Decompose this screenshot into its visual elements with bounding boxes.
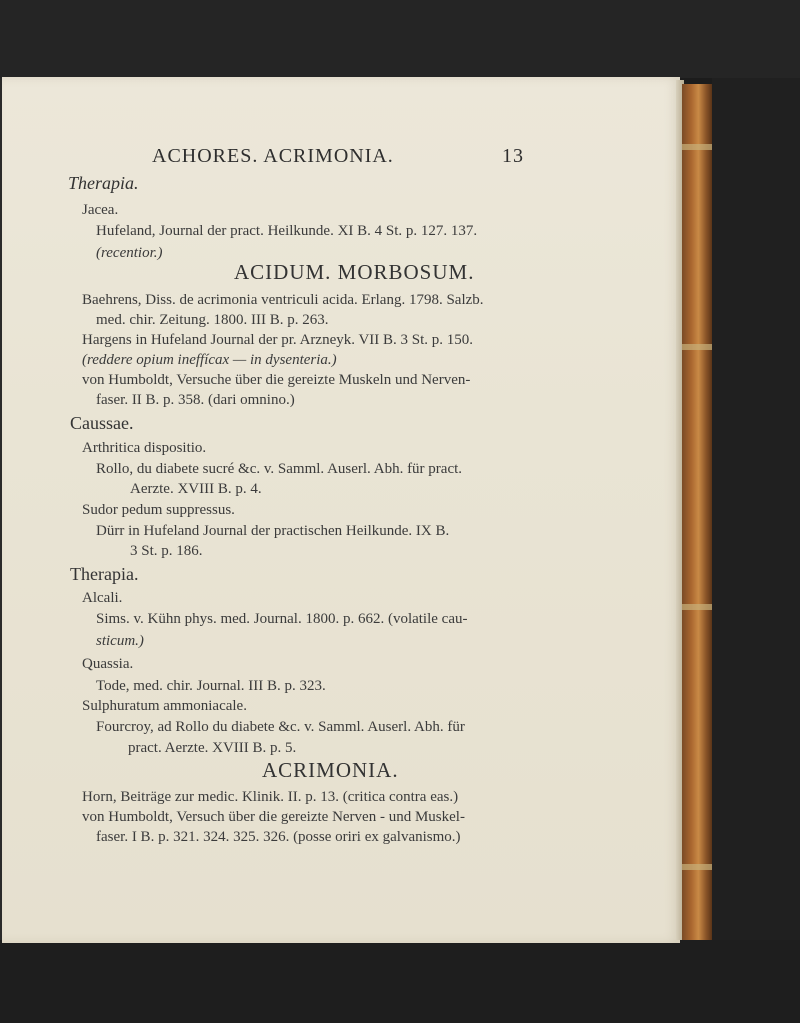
running-head: ACHORES. ACRIMONIA.	[152, 145, 394, 167]
reference-line: Tode, med. chir. Journal. III B. p. 323.	[96, 678, 326, 694]
reference-line: Sims. v. Kühn phys. med. Journal. 1800. p. 662. (volatile cau-	[96, 611, 468, 627]
topic-heading: ACIDUM. MORBOSUM.	[234, 260, 475, 284]
background-right	[712, 78, 800, 948]
reference-line: Fourcroy, ad Rollo du diabete &c. v. Samml. Auserl. Abh. für	[96, 719, 465, 735]
reference-line: Hargens in Hufeland Journal der pr. Arzneyk. VII B. 3 St. p. 150.	[82, 332, 474, 348]
reference-line: von Humboldt, Versuch über die gereizte Nerven - und Muskel-	[82, 809, 465, 825]
reference-line: Aerzte. XVIII B. p. 4.	[130, 481, 262, 497]
reference-line: 3 St. p. 186.	[130, 543, 203, 559]
section-heading: Therapia.	[70, 564, 139, 584]
reference-note: (reddere opium ineffícax — in dysenteria.)	[82, 352, 337, 368]
reference-line: Hufeland, Journal der pract. Heilkunde. XI B. 4 St. p. 127. 137.	[96, 223, 478, 239]
remedy-entry: Jacea.	[82, 202, 119, 218]
page-number: 13	[502, 145, 524, 167]
remedy-entry: Sudor pedum suppressus.	[82, 502, 235, 518]
reference-note: sticum.)	[96, 633, 144, 649]
remedy-entry: Sulphuratum ammoniacale.	[82, 698, 247, 714]
reference-line: med. chir. Zeitung. 1800. III B. p. 263.	[96, 312, 329, 328]
reference-line: von Humboldt, Versuche über die gereizte Muskeln und Nerven-	[82, 372, 471, 388]
remedy-entry: Arthritica dispositio.	[82, 440, 207, 456]
section-heading: Therapia.	[68, 173, 139, 193]
section-heading: Caussae.	[70, 413, 134, 433]
reference-line: Dürr in Hufeland Journal der practischen Heilkunde. IX B.	[96, 523, 450, 539]
reference-line: Baehrens, Diss. de acrimonia ventriculi acida. Erlang. 1798. Salzb.	[82, 292, 484, 308]
reference-line: pract. Aerzte. XVIII B. p. 5.	[128, 740, 297, 756]
topic-heading: ACRIMONIA.	[262, 758, 399, 782]
reference-line: Rollo, du diabete sucré &c. v. Samml. Auserl. Abh. für pract.	[96, 461, 463, 477]
reference-line: faser. II B. p. 358. (dari omnino.)	[96, 392, 295, 408]
reference-note: (recentior.)	[96, 245, 163, 261]
reference-line: faser. I B. p. 321. 324. 325. 326. (posse oriri ex galvanismo.)	[96, 829, 461, 845]
book-page	[2, 77, 680, 943]
book-spine	[682, 84, 712, 940]
background-top	[0, 0, 800, 78]
remedy-entry: Alcali.	[82, 590, 123, 606]
background-bottom	[0, 940, 800, 1023]
remedy-entry: Quassia.	[82, 656, 134, 672]
reference-line: Horn, Beiträge zur medic. Klinik. II. p. 13. (critica contra eas.)	[82, 789, 459, 805]
